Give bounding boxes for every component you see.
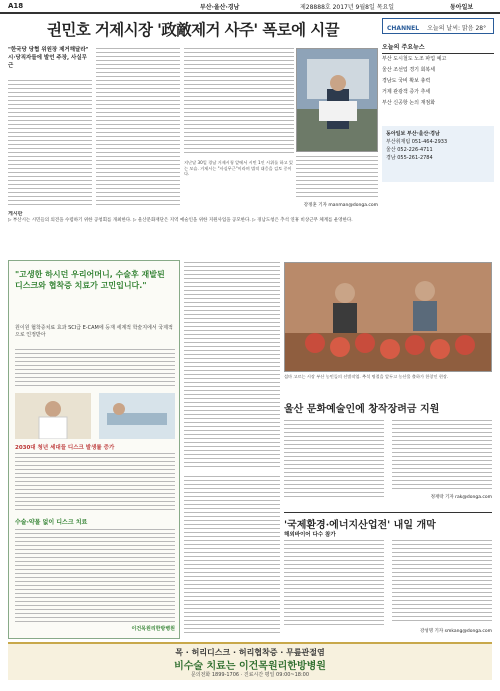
sidebar-list: [382, 54, 494, 109]
contact-line: 울산 052-226-4711: [386, 147, 433, 153]
notice-board: [8, 211, 378, 255]
contact-line: 부산취재팀 051-464-2933: [386, 139, 448, 145]
sidebar-item[interactable]: 울산 조선업 경기 회복세: [382, 67, 436, 73]
advertisement-left[interactable]: [8, 260, 180, 639]
bottom-ad-top: 목 · 허리디스크 · 허리협착증 · 무릎관절염: [175, 648, 325, 657]
byline: 강정훈 기자 manman@donga.com: [303, 203, 378, 208]
article-column-1: [8, 80, 92, 208]
bottom-ad-main: 비수술 치료는 이건목원리한방병원: [174, 661, 326, 672]
page-number: A18: [8, 2, 24, 10]
market-photo-image: [285, 263, 492, 372]
culture-support-text-1: [284, 420, 384, 500]
brand-logo: 동아일보: [450, 4, 474, 11]
expo-headline: '국제환경·에너지산업전' 내일 개막: [284, 512, 492, 531]
sidebar-item[interactable]: 부산 신공항 논의 재점화: [382, 100, 436, 106]
sidebar-item[interactable]: 경남도 국비 확보 총력: [382, 78, 431, 84]
channel-box: [382, 18, 494, 34]
ad-hospital: 이건목원리한방병원: [131, 626, 175, 632]
contact-title: 동아일보 부산·울산·경남: [386, 131, 440, 137]
contact-line: 경남 055-261-2784: [386, 155, 433, 161]
middle-column-1: [184, 262, 280, 472]
contact-box: [382, 126, 494, 182]
ad-caption: 2030대 청년 세대들 디스크 발생률 증가: [15, 445, 115, 451]
article-photo: [296, 48, 378, 152]
expo-byline: 강성명 기자 smkang@donga.com: [420, 629, 492, 634]
page-header: [0, 0, 500, 14]
lead-quote: "한국당 당협 위원장 제거해달라" 시·당직자들에 발언 주장, 사실무근: [8, 47, 89, 69]
expo-subhead: 해외바이어 다수 참가: [284, 532, 336, 538]
ad-text: [15, 349, 175, 389]
edition-date: 제28888호 2017년 9월8일 목요일: [300, 4, 395, 11]
culture-support-text-2: [392, 420, 492, 492]
notice-title: 게시판: [8, 211, 23, 217]
ad-photo-doctor: [15, 393, 91, 439]
ad-subtitle: 원이원 협착증치료 효과 SCI급 E-CAM에 등재 세계적 학술지에서 국제적으로 인정받아: [15, 325, 173, 338]
ad-title-2: 수술·약물 없이 디스크 치료: [15, 519, 88, 526]
main-headline: 권민호 거제시장 '政敵제거 사주' 폭로에 시끌: [46, 20, 340, 39]
ad-headline: "고생한 하시던 우리어머니, 수술후 재발된 디스크와 협착증 치료가 고민입니다.": [15, 270, 165, 290]
notice-text: ▷ 부산시는 시민들의 의견을 수렴하기 위한 공청회를 개최한다. ▷ 울산문화재단은 지역 예술인을 위한 지원사업을 공모한다. ▷ 경남도청은 추석 연휴 비상근무 체계를 운영한다.: [8, 218, 353, 223]
section-name: 부산·울산·경남: [200, 4, 240, 11]
article-column-4: [296, 156, 378, 202]
culture-support-headline: 울산 문화예술인에 창작장려금 지원: [284, 404, 440, 415]
market-photo-caption: 섬마 고르는 시장 부산 농민들의 선별작업. 추석 명절을 앞두고 농산물 출하가 한창인 현장.: [284, 374, 449, 379]
sidebar: [382, 18, 494, 218]
article-column-2: [96, 48, 180, 208]
sidebar-item[interactable]: 거제 관광객 증가 추세: [382, 89, 431, 95]
expo-text-1: [284, 540, 384, 630]
sidebar-title: 오늘의 주요뉴스: [382, 42, 494, 54]
culture-byline: 정재락 기자 rak@donga.com: [430, 495, 492, 500]
photo-caption: 지난달 30일 경남 거제시청 앞에서 시민 1인 시위를 하고 있는 모습. 거제시는 "사실무근"이라며 법적 대응을 검토 중이다.: [184, 160, 293, 176]
bottom-advertisement[interactable]: [8, 642, 492, 680]
expo-text-2: [392, 540, 492, 624]
ad-text-3: [15, 529, 175, 625]
sidebar-item[interactable]: 부산 도시철도 노조 파업 예고: [382, 56, 447, 62]
weather-label: 오늘의 날씨: 맑음 28°: [427, 25, 487, 32]
bottom-ad-footer: 문의전화 1899-1706 · 진료시간 평일 09:00~18:00: [190, 672, 310, 678]
channel-label: CHANNEL: [387, 25, 420, 32]
middle-column-2: [184, 476, 280, 638]
article-column-3: [184, 48, 294, 158]
market-photo: [284, 262, 492, 372]
protest-photo: [297, 49, 378, 152]
ad-text-2: [15, 453, 175, 513]
ad-photo-treatment: [99, 393, 175, 439]
